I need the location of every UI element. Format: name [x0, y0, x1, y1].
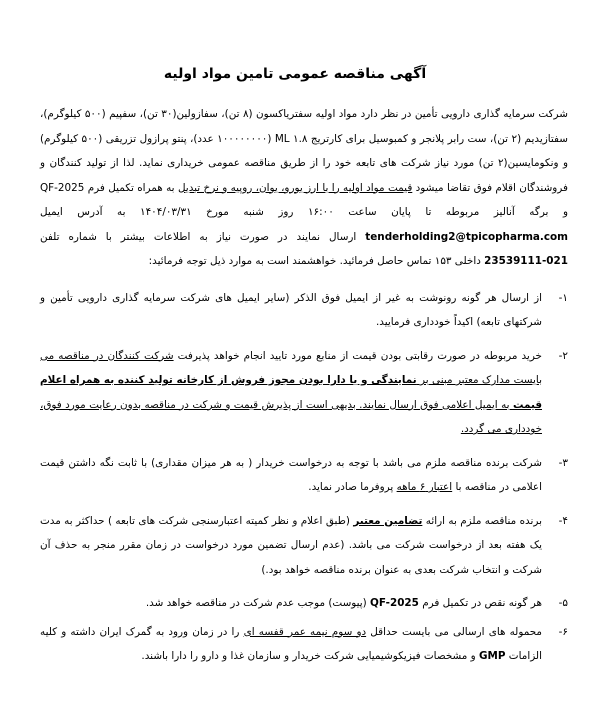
item-number: ۲-	[558, 349, 568, 362]
item-underlined-text: به ایمیل اعلامی فوق ارسال نمایند. بدیهی است از پذیرش قیمت و شرکت در مناقصه بدون رعایت مورد فوق، خودداری می گردد.	[40, 398, 542, 435]
intro-text-e: داخلی ۱۵۳ تماس حاصل فرمائید. خواهشمند است به موارد ذیل توجه فرمائید:	[148, 255, 485, 267]
item-gmp: GMP	[479, 650, 506, 662]
item-number: ۱-	[558, 291, 568, 304]
item-text: پروفرما صادر نماید.	[308, 481, 397, 493]
item-number: ۴-	[558, 514, 568, 527]
item-number: ۵-	[558, 597, 568, 609]
condition-item-6	[40, 620, 568, 669]
item-text: (پیوست) موجب عدم شرکت در مناقصه خواهد شد.	[145, 597, 371, 609]
page-title: آگهی مناقصه عمومی تامین مواد اولیه	[163, 66, 427, 82]
condition-item-4	[40, 509, 568, 583]
item-number: ۳-	[558, 456, 568, 469]
item-text: خرید مربوطه در صورت رقابتی بودن قیمت از منابع مورد تایید انجام خواهد پذیرفت	[173, 349, 542, 362]
item-text: را در زمان ورود به گمرک ایران داشته و کلیه الزامات	[40, 625, 542, 662]
item-underlined-text: اعتبار ۶ ماهه	[396, 481, 453, 493]
item-number: ۶-	[558, 625, 568, 638]
item-form-code: QF-2025	[370, 597, 419, 609]
intro-text-d: ارسال نمایند در صورت نیاز به اطلاعات بیشتر با شماره تلفن	[40, 230, 366, 243]
condition-item-5	[40, 591, 568, 616]
item-bold-text: نمایندگی و یا دارا بودن مجوز فروش از کارخانه تولید کننده به همراه اعلام قیمت	[40, 374, 542, 411]
item-text: محموله های ارسالی می بایست حداقل	[366, 625, 542, 638]
contact-phone: 23539111-021	[484, 255, 568, 267]
item-text: (طبق اعلام و نظر کمیته اعتبارسنجی شرکت های تابعه ) حداکثر به مدت یک هفته بعد از درخواست شرکت می باشد. (عدم ارسال تضمین مورد درخواست در زمان مقرر منجر به حذف آن شرکت و انتخاب شرکت بعدی به عنوان برنده مناقصه خواهد بود.)	[40, 514, 542, 576]
condition-item-1	[40, 286, 568, 335]
condition-item-3	[40, 451, 568, 500]
item-text: شرکت برنده مناقصه ملزم می باشد با توجه به درخواست خریدار ( به هر میزان مقداری) با ثابت نگه داشتن قیمت اعلامی در مناقصه با	[40, 456, 542, 493]
item-text: از ارسال هر گونه رونوشت به غیر از ایمیل فوق الذکر (سایر ایمیل های شرکت سرمایه گذاری دارویی تأمین و شرکتهای تابعه) اکیداً خودداری فرمایید.	[40, 291, 542, 328]
intro-price-requirement: قیمت مواد اولیه را با ارز یورو، یوان، روپیه و نرخ تبدیل	[177, 181, 413, 194]
item-underlined-text: شرکت کنندگان در مناقصه می بایست مدارک معتبر مبنی بر	[40, 349, 542, 386]
intro-paragraph	[40, 102, 568, 274]
item-bold-text: تضامین معتبر	[353, 514, 423, 527]
item-text: هر گونه نقص در تکمیل فرم	[418, 597, 542, 609]
item-text: و مشخصات فیزیکوشیمیایی شرکت خریدار و سازمان غذا و دارو را دارا باشند.	[141, 650, 480, 662]
conditions-list	[40, 286, 568, 669]
intro-text-c: به همراه تکمیل فرم QF-2025 و برگه آنالیز مربوطه تا پایان ساعت ۱۶:۰۰ روز شنبه مورخ ۱۴۰۴/۰۳/۳۱ به آدرس ایمیل	[40, 181, 568, 218]
condition-item-2	[40, 344, 568, 442]
intro-text-a: شرکت سرمایه گذاری دارویی تأمین در نظر دارد مواد اولیه سفتریاکسون (۸ تن)، سفازولین(۳۰ تن)، سفپیم (۵۰۰ کیلوگرم)، سفتازیدیم (۲ تن)، ست رابر پلانجر و کمبوسیل برای کارتریج ۱.۸ ML (۱۰۰۰۰۰۰۰۰ عدد)، پنتو پرازول تزریقی (۵۰۰ کیلوگرم) و ونکومایسین(۲ تن) مورد نیاز شرکت های تابعه خود را از طریق مناقصه عمومی خریداری نماید. لذا از تولید کنندگان و فروشندگان اقلام فوق تقاضا میشود	[40, 108, 569, 194]
contact-email: tenderholding2@tpicopharma.com	[365, 230, 568, 243]
item-text: برنده مناقصه ملزم به ارائه	[422, 514, 542, 527]
item-underlined-text: دو سوم نیمه عمر قفسه ای	[243, 625, 367, 638]
